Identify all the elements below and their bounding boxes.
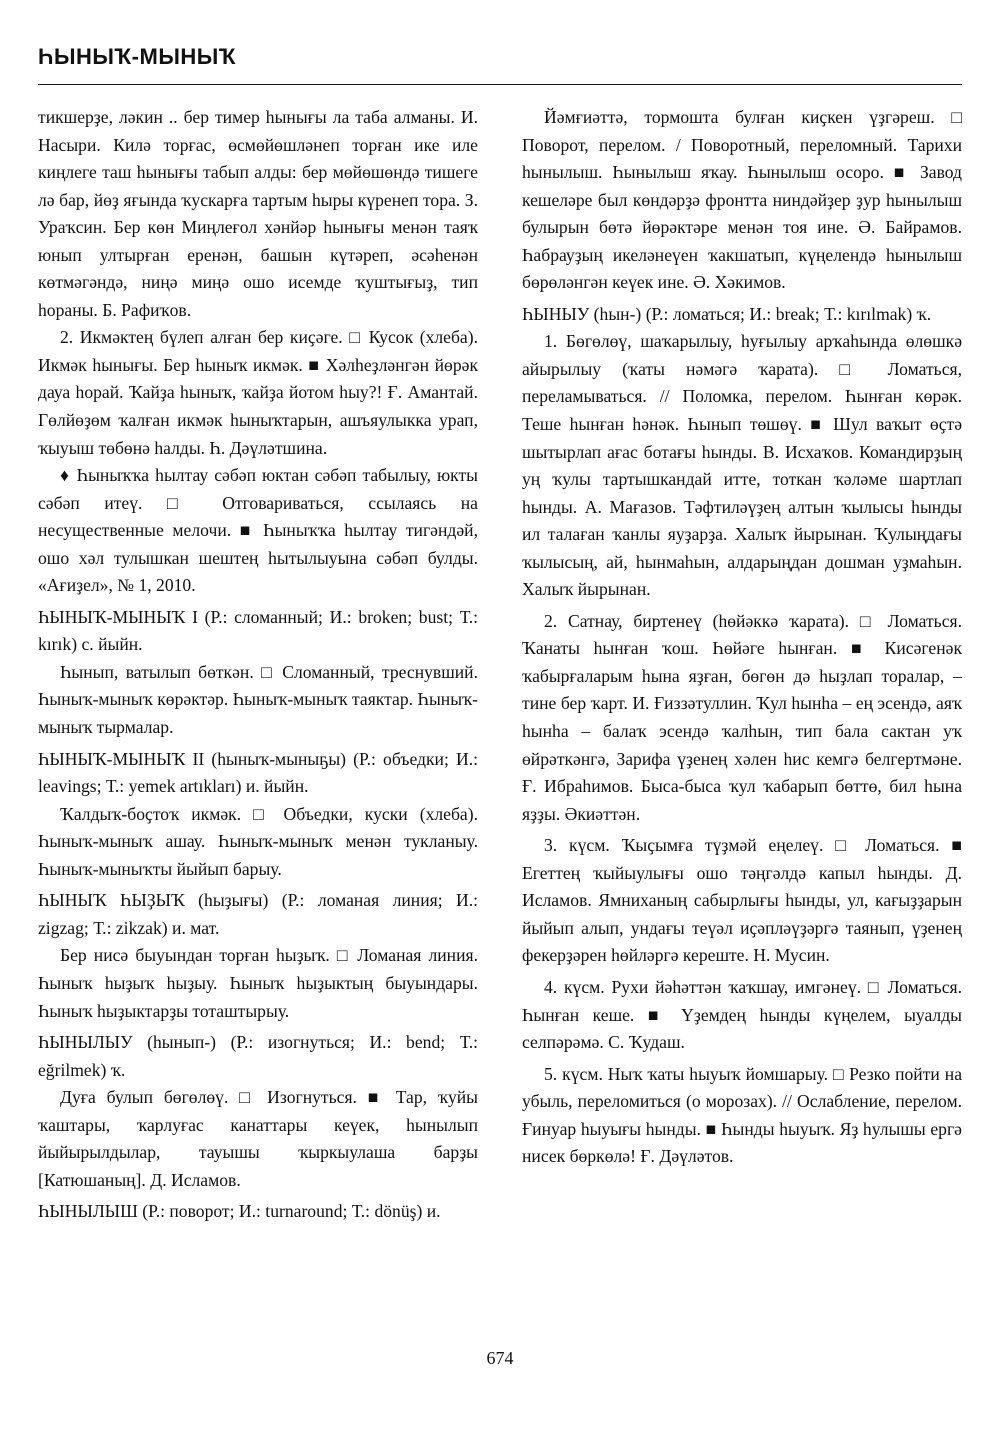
page-number: 674 (486, 1348, 514, 1368)
idiom-paragraph: ♦ Һыныҡҡа һылтау сәбәп юктан сәбәп табылыу, юкты сәбәп итеү. □ Отговариваться, ссылаясь на несущественные мелочи. ■ Һыныҡҡа һылтау тигәндәй, ошо хәл тулышкан шештең һытылыуына сәбәп булды. «Ағиҙел», № 1, 2010. (38, 465, 478, 596)
sense-paragraph: 5. күсм. Ныҡ ҡаты һыуыҡ йомшарыу. □ Резко пойти на убыль, переломиться (о морозах). // Ослабление, перелом. Ғинуар һыуығы һынды. ■ Һынды һыуыҡ. Яҙ һулышы ергә нисек бөркөлә! Ғ. Дәүләтов. (522, 1063, 962, 1167)
sense-paragraph: 1. Бөгөлөү, шаҡарылыу, һуғылыу арҡаһында өлөшкә айырылыу (ҡаты нәмәгә ҡарата). □ Ломаться, переламываться. // Поломка, перелом. Һынған көрәк. Теше һынған һәнәк. Һынып төшөү. ■ Шул ваҡыт өҫтә шытырлап ағас ботағы һынды. В. Исхаҡов. Командирҙың уң ҡулы тартышкандай итте, тоткан ҡәләме шартлап һынды. А. Мағазов. Тәфтиләүҙең алтын ҡылысы һынды ил талаған ҡанлы яуҙарҙа. Халыҡ йырынан. Ҡулыңдағы ҡылысың, ай, һынмаһын, алдарыңдан дошман уҙмаһын. Халыҡ йырынан. (522, 331, 962, 600)
entry-text: Һынып, ватылып бөткән. □ Сломанный, треснувший. Һыныҡ-мыныҡ көрәктәр. Һыныҡ-мыныҡ таяктар. Һыныҡ-мыныҡ тырмалар. (38, 661, 478, 738)
sense-paragraph: 4. күсм. Рухи йәһәттән ҡаҡшау, имгәнеү. □ Ломаться. Һынған кеше. ■ Үҙемдең һынды күңелем, ыуалды селпәрәмә. С. Ҡудаш. (522, 976, 962, 1053)
running-head: ҺЫНЫҠ-МЫНЫҠ (38, 44, 237, 69)
left-column (38, 104, 478, 1226)
entry-headword: ҺЫНЫҠ-МЫНЫҠ I (Р.: сломанный; И.: broken; bust; Т.: kırık) с. йыйн. (38, 606, 478, 655)
sense-paragraph: 2. Икмәктең бүлеп алған бер киҫәге. □ Кусок (хлеба). Икмәк һынығы. Бер һыныҡ икмәк. ■ Хәлһеҙләнгән йөрәк дауа һорай. Ҡайҙа һыныҡ, ҡайҙа йотом һыу?! Ғ. Амантай. Гөлйөҙөм ҡалған икмәк һыныҡтарын, ашъяулыкка урап, ҡыуыш төбөнә һалды. Һ. Дәүләтшина. (38, 327, 478, 458)
entry-headword: ҺЫНЫУ (һын-) (Р.: ломаться; И.: break; Т.: kırılmak) ҡ. (522, 303, 932, 324)
entry-headword: ҺЫНЫҠ ҺЫҘЫҠ (һыҙығы) (Р.: ломаная линия; И.: zigzag; Т.: zikzak) и. мат. (38, 890, 478, 938)
entry-headword: ҺЫНЫҠ-МЫНЫҠ II (һыныҡ-мыныҕы) (Р.: объедки; И.: leavings; Т.: yemek artıkları) и. йыйн. (38, 748, 478, 797)
entry-text: тикшерҙе, ләкин .. бер тимер һынығы ла таба алманы. И. Насыри. Килә торғас, өсмөйөшләнеп торған ике иле киңлеге таш һынығы табып алды: бер мөйөшөндә тишеге лә бар, йөҙ яғында ҡускарға тартым һыры күренеп тора. З. Ураҡсин. Бер көн Миңлеғол хәнйәр һынығы менән таяҡ юнып ултырған еренән, башын күтәреп, әсәһенән көтмәгәндә, ниңә миңә ошо исемде ҡуштығыҙ, тип һораны. Б. Рафиҡов. (38, 107, 478, 320)
entry-text: Дуға булып бөгөлөү. □ Изогнуться. ■ Тар, ҡуйы ҡаштары, ҡарлуғас канаттары кеүек, һынылып йыйырылдылар, тауышы ҡыркыулаша барҙы [Катюшаның]. Д. Исламов. (38, 1087, 478, 1190)
entry-text: Ҡалдыҡ-боҫтоҡ икмәк. □ Объедки, куски (хлеба). Һыныҡ-мыныҡ ашау. Һыныҡ-мыныҡ менән тукланыу. Һыныҡ-мыныҡты йыйып барыу. (38, 803, 478, 879)
sense-paragraph: 2. Сатнау, биртенеү (һөйәккә ҡарата). □ Ломаться. Ҡанаты һынған ҡош. Һөйәге һынған. ■ Кисәгенәк ҡабырғаларым һына яҙған, бөгөн дә һыҙлап торалар, – тине бер ҡарт. И. Ғиззәтуллин. Ҡул һынһа – ең эсендә, аяҡ һынһа – балаҡ эсендә ҡалһын, тип бала сактан уҡ өйрәткәнгә, Зарифа үҙенең хәлен һис кемгә белгертмәне. Ғ. Ибраһимов. Быса-быса ҡул ҡабарып бөттө, бил һына яҙҙы. Әкиәттән. (522, 610, 962, 824)
right-column (522, 104, 962, 1171)
header-rule (38, 84, 962, 85)
entry-text: Йәмғиәттә, тормошта булған киҫкен үҙгәреш. □ Поворот, перелом. / Поворотный, переломный. Тарихи һынылыш. Һынылыш яҡау. Һынылыш осоро. ■ Завод кешеләре был көндәрҙә фронтта ниндәйҙер ҙур һынылыш булырын бөтә йөрәктәре менән тоя ине. Ә. Байрамов. Һабрауҙың икеләнеүен ҡакшатып, күңелендә һынылыш бөрөләнгән кеүек ине. Ә. Хәкимов. (522, 107, 962, 293)
sense-paragraph: 3. күсм. Ҡыҫымға түҙмәй еңелеү. □ Ломаться. ■ Егеттең ҡыйыулығы ошо тәңгәлдә капыл һынды. Д. Исламов. Ямниханың сабырлығы һынды, ул, кағыҙҙарын йыйып алып, ундағы теүәл иҫәпләүҙәргә таянып, үҙенең фекерҙәрен һөйләргә кереште. Н. Мусин. (522, 835, 962, 966)
entry-headword: ҺЫНЫЛЫУ (һынып-) (Р.: изогнуться; И.: bend; Т.: eğrilmek) ҡ. (38, 1032, 478, 1080)
entry-text: Бер нисә быуындан торған һыҙыҡ. □ Ломаная линия. Һыныҡ һыҙыҡ һыҙыу. Һыныҡ һыҙыктың быуындары. Һыныҡ һыҙыктарҙы тоташтырыу. (38, 945, 478, 1021)
entry-headword: ҺЫНЫЛЫШ (Р.: поворот; И.: turnaround; Т.: dönüş) и. (38, 1201, 441, 1222)
